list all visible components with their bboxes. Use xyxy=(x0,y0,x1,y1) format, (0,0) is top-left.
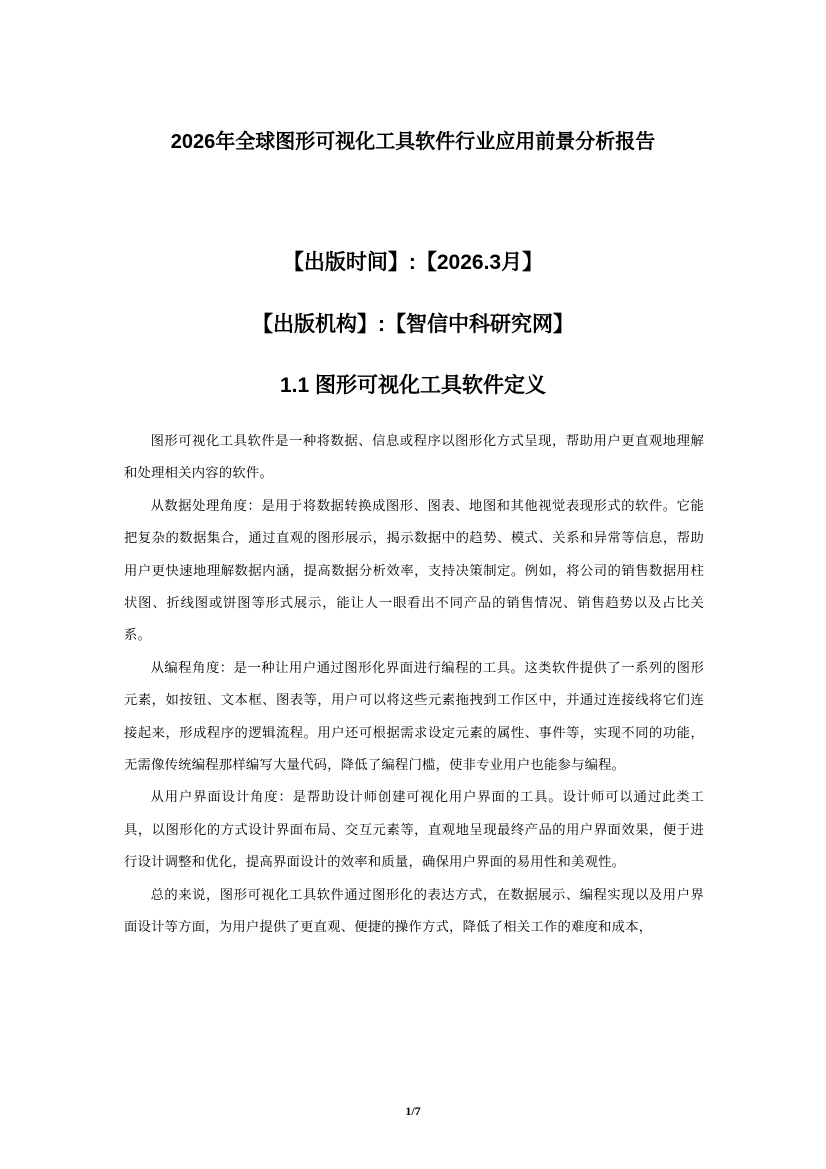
page-number: 1/7 xyxy=(405,1104,421,1118)
publisher: 【出版机构】:【智信中科研究网】 xyxy=(252,313,574,336)
paragraph: 从用户界面设计角度：是帮助设计师创建可视化用户界面的工具。设计师可以通过此类工具，以图形化的方式设计界面布局、交互元素等，直观地呈现最终产品的用户界面效果，便于进行设计调整和优化，提高界面设计的效率和质量，确保用户界面的易用性和美观性。 xyxy=(124,790,704,871)
document-title: 2026年全球图形可视化工具软件行业应用前景分析报告 xyxy=(170,131,656,153)
section-heading: 1.1 图形可视化工具软件定义 xyxy=(279,374,547,397)
paragraph: 总的来说，图形可视化工具软件通过图形化的表达方式，在数据展示、编程实现以及用户界面设计等方面，为用户提供了更直观、便捷的操作方式，降低了相关工作的难度和成本， xyxy=(124,887,704,936)
paragraph: 从编程角度：是一种让用户通过图形化界面进行编程的工具。这类软件提供了一系列的图形元素，如按钮、文本框、图表等，用户可以将这些元素拖拽到工作区中，并通过连接线将它们连接起来，形成程序的逻辑流程。用户还可根据需求设定元素的属性、事件等，实现不同的功能，无需像传统编程那样编写大量代码，降低了编程门槛，使非专业用户也能参与编程。 xyxy=(124,660,704,774)
paragraph: 图形可视化工具软件是一种将数据、信息或程序以图形化方式呈现，帮助用户更直观地理解和处理相关内容的软件。 xyxy=(124,434,704,482)
body-text xyxy=(124,426,704,945)
paragraph: 从数据处理角度：是用于将数据转换成图形、图表、地图和其他视觉表现形式的软件。它能把复杂的数据集合，通过直观的图形展示，揭示数据中的趋势、模式、关系和异常等信息，帮助用户更快速地理解数据内涵，提高数据分析效率，支持决策制定。例如，将公司的销售数据用柱状图、折线图或饼图等形式展示，能让人一眼看出不同产品的销售情况、销售趋势以及占比关系。 xyxy=(124,498,704,644)
publication-time: 【出版时间】:【2026.3月】 xyxy=(282,251,544,274)
